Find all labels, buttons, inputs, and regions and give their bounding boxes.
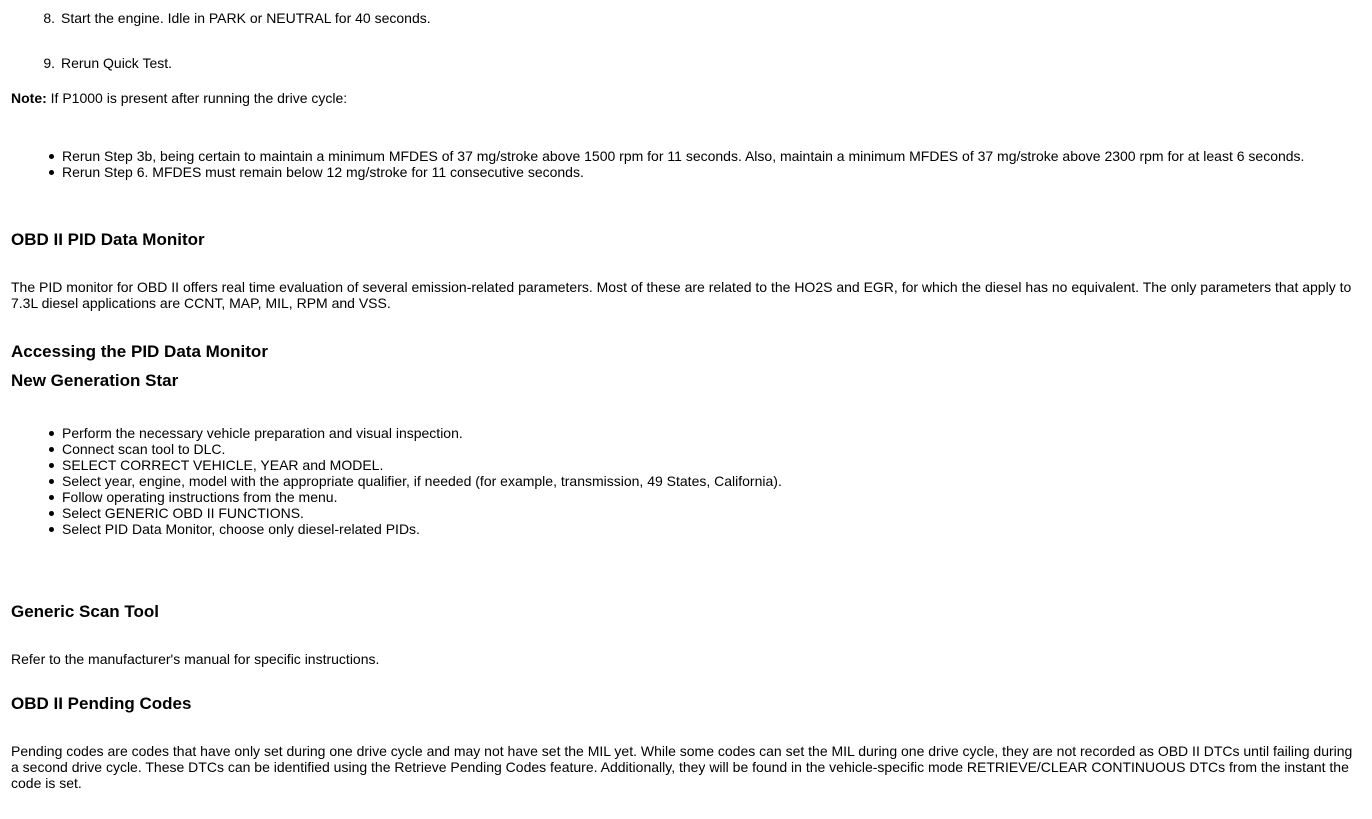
list-item: Select year, engine, model with the appropriate qualifier, if needed (for example, transmission, 49 States, California). <box>0 473 1372 489</box>
step-text: Start the engine. Idle in PARK or NEUTRAL for 40 seconds. <box>61 10 431 26</box>
note-text: If P1000 is present after running the drive cycle: <box>46 90 348 106</box>
note-label: Note: <box>11 90 47 106</box>
step-number: 9. <box>43 55 55 71</box>
heading-obd-pending-codes: OBD II Pending Codes <box>11 694 192 713</box>
paragraph-generic-scan-tool: Refer to the manufacturer's manual for specific instructions. <box>11 651 380 667</box>
ngs-steps-list <box>0 425 1372 537</box>
list-item: Perform the necessary vehicle preparation and visual inspection. <box>0 425 1372 441</box>
heading-obd-pid-monitor: OBD II PID Data Monitor <box>11 230 205 249</box>
list-item: Follow operating instructions from the menu. <box>0 489 1372 505</box>
heading-new-generation-star: New Generation Star <box>11 371 179 390</box>
list-item: Connect scan tool to DLC. <box>0 441 1372 457</box>
note <box>11 90 347 106</box>
step-9 <box>36 55 172 71</box>
step-8 <box>36 10 431 26</box>
paragraph-pid-monitor: The PID monitor for OBD II offers real time evaluation of several emission-related parameters. Most of these are related to the HO2S and EGR, for which the diesel has no equivalent. The only parameters that apply to 7.3L diesel applications are CCNT, MAP, MIL, RPM and VSS. <box>11 279 1352 311</box>
list-item: Rerun Step 6. MFDES must remain below 12 mg/stroke for 11 consecutive seconds. <box>0 164 1372 180</box>
list-item: Select GENERIC OBD II FUNCTIONS. <box>0 505 1372 521</box>
step-number: 8. <box>43 10 55 26</box>
list-item: Select PID Data Monitor, choose only diesel-related PIDs. <box>0 521 1372 537</box>
heading-generic-scan-tool: Generic Scan Tool <box>11 602 160 621</box>
heading-accessing-pid: Accessing the PID Data Monitor <box>11 342 268 361</box>
step-text: Rerun Quick Test. <box>61 55 173 71</box>
note-bullet-list <box>0 148 1372 180</box>
list-item: Rerun Step 3b, being certain to maintain a minimum MFDES of 37 mg/stroke above 1500 rpm for 11 seconds. Also, maintain a minimum MFDES of 37 mg/stroke above 2300 rpm for at least 6 seconds. <box>0 148 1372 164</box>
list-item: SELECT CORRECT VEHICLE, YEAR and MODEL. <box>0 457 1372 473</box>
paragraph-pending-codes: Pending codes are codes that have only set during one drive cycle and may not have set the MIL yet. While some codes can set the MIL during one drive cycle, they are not recorded as OBD II DTCs until failing during a second drive cycle. These DTCs can be identified using the Retrieve Pending Codes feature. Additionally, they will be found in the vehicle-specific mode RETRIEVE/CLEAR CONTINUOUS DTCs from the instant the code is set. <box>11 743 1353 791</box>
